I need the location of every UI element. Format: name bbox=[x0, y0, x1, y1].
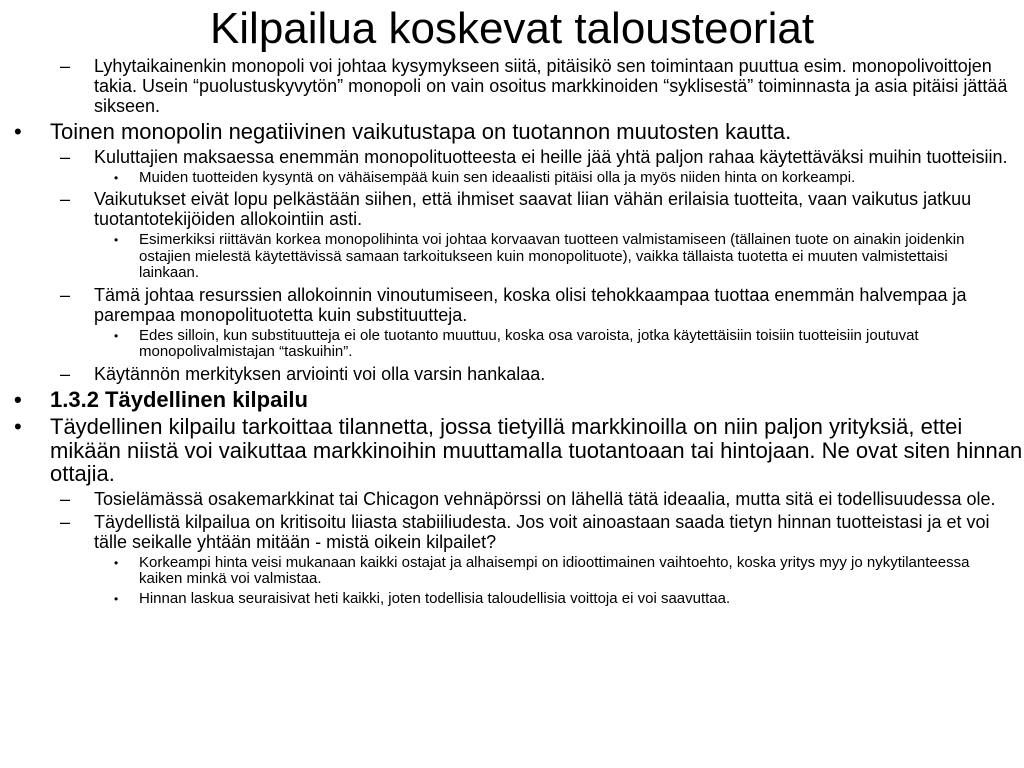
section-heading-text: 1.3.2 Täydellinen kilpailu bbox=[50, 386, 308, 412]
bullet-marker: • bbox=[114, 233, 119, 247]
bullet-marker: • bbox=[114, 170, 119, 185]
bullet-item bbox=[0, 555, 1024, 588]
bullet-text: Täydellistä kilpailua on kritisoitu liiasta stabiiliudesta. Jos voit ainoastaan saada tietyn hinnan tuotteistasi ja et voi tälle seikalle yhtään mitään - mistä oikein kilpailet? bbox=[94, 511, 990, 552]
bullet-text: Toinen monopolin negatiivinen vaikutustapa on tuotannon muutosten kautta. bbox=[50, 119, 792, 144]
dash-marker: – bbox=[60, 56, 71, 76]
bullet-item bbox=[0, 489, 1024, 509]
bullet-item bbox=[0, 56, 1024, 116]
bullet-item bbox=[0, 285, 1024, 325]
bullet-item bbox=[0, 364, 1024, 384]
bullet-item bbox=[0, 147, 1024, 167]
bullet-text: Kuluttajien maksaessa enemmän monopolituotteesta ei heille jää yhtä paljon rahaa käytettäväksi muihin tuotteisiin. bbox=[94, 146, 1008, 167]
bullet-marker: • bbox=[14, 119, 22, 144]
section-heading bbox=[0, 388, 1024, 412]
bullet-text: Lyhytaikainenkin monopoli voi johtaa kysymykseen siitä, pitäisikö sen toimintaan puuttua esim. monopolivoittojen takia. Usein “puolustuskyvytön” monopoli on vain osoitus markkinoiden “syklisestä” toiminnasta ja asia pitäisi jättää sikseen. bbox=[94, 56, 1008, 116]
bullet-text: Vaikutukset eivät lopu pelkästään siihen, että ihmiset saavat liian vähän erilaisia tuotteita, vaan vaikutus jatkuu tuotantotekijöiden allokointiin asti. bbox=[94, 189, 972, 229]
bullet-text: Hinnan laskua seuraisivat heti kaikki, joten todellisia taloudellisia voittoja ei voi saavuttaa. bbox=[139, 589, 731, 607]
bullet-marker: • bbox=[14, 414, 22, 439]
bullet-text: Korkeampi hinta veisi mukanaan kaikki ostajat ja alhaisempi on idioottimainen vaihtoehto, koska yritys myy jo nykytilanteessa kaiken minkä voi valmistaa. bbox=[139, 553, 970, 587]
bullet-marker: • bbox=[114, 555, 119, 570]
bullet-item bbox=[0, 232, 1024, 282]
bullet-text: Esimerkiksi riittävän korkea monopolihinta voi johtaa korvaavan tuotteen valmistamiseen (tällainen tuote on ainakin joidenkin ostajien mielestä käytettävissä samaan tarkoitukseen kuin monopolituote), vaikka tällaista tuotetta ei muuten valmistettaisi lainkaan. bbox=[139, 231, 965, 281]
bullet-item bbox=[0, 512, 1024, 552]
bullet-text: Muiden tuotteiden kysyntä on vähäisempää kuin sen ideaalisti pitäisi olla ja myös niiden hinta on korkeampi. bbox=[139, 168, 856, 186]
bullet-item bbox=[0, 591, 1024, 608]
dash-marker: – bbox=[60, 189, 71, 209]
bullet-text: Täydellinen kilpailu tarkoittaa tilannetta, jossa tietyillä markkinoilla on niin paljon yrityksiä, ettei mikään niistä voi vaikuttaa markkinoihin muuttamalla tuotantoaan tai hintojaan. Ne ovat siten hinnan ottajia. bbox=[50, 414, 1023, 486]
bullet-item bbox=[0, 328, 1024, 361]
dash-marker: – bbox=[60, 363, 71, 384]
dash-marker: – bbox=[60, 284, 71, 305]
bullet-item bbox=[0, 120, 1024, 144]
slide-title: Kilpailua koskevat talousteoriat bbox=[209, 4, 815, 53]
bullet-marker: • bbox=[14, 386, 22, 412]
bullet-text: Edes silloin, kun substituutteja ei ole tuotanto muuttuu, koska osa varoista, jotka käytettäisiin toisiin tuotteisiin joutuvat monopolivalmistajan “taskuihin”. bbox=[139, 326, 919, 360]
bullet-marker: • bbox=[114, 591, 119, 606]
dash-marker: – bbox=[60, 146, 71, 167]
bullet-text: Tosielämässä osakemarkkinat tai Chicagon vehnäpörssi on lähellä tätä ideaalia, mutta sitä ei todellisuudessa ole. bbox=[94, 488, 996, 509]
bullet-item bbox=[0, 189, 1024, 229]
bullet-item bbox=[0, 415, 1024, 486]
dash-marker: – bbox=[60, 488, 71, 509]
bullet-item bbox=[0, 170, 1024, 187]
bullet-text: Tämä johtaa resurssien allokoinnin vinoutumiseen, koska olisi tehokkaampaa tuottaa enemmän halvempaa ja parempaa monopolituotetta kuin substituutteja. bbox=[94, 284, 967, 325]
dash-marker: – bbox=[60, 511, 71, 532]
bullet-marker: • bbox=[114, 328, 119, 343]
slide-body bbox=[0, 56, 1024, 607]
bullet-text: Käytännön merkityksen arviointi voi olla varsin hankalaa. bbox=[94, 363, 546, 384]
